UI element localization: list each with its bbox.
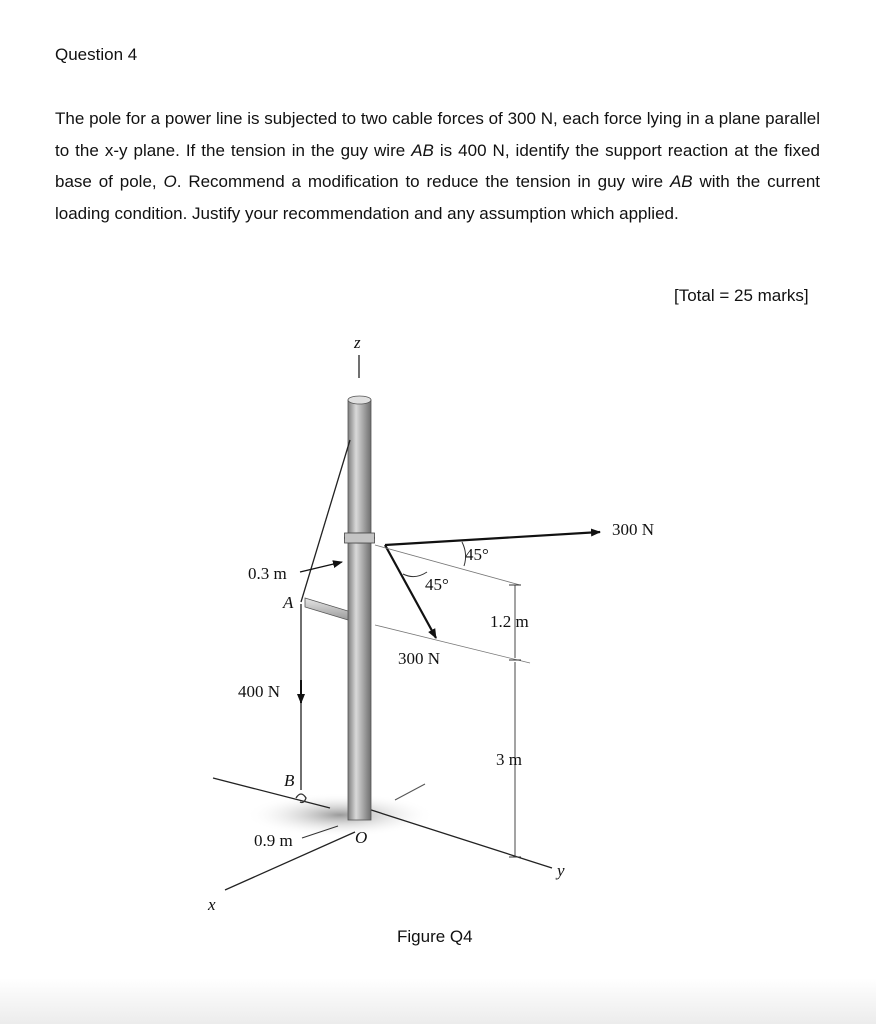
guy-wire-label-ab: AB — [411, 140, 434, 160]
label-dim-0-9: 0.9 m — [254, 831, 293, 850]
page-bottom-shade — [0, 978, 876, 1024]
guy-wire-label-ab-2: AB — [669, 172, 693, 191]
pole-top — [348, 396, 371, 404]
label-angle-top: 45° — [465, 545, 489, 564]
guy-wire-upper — [301, 440, 350, 602]
label-z: z — [354, 333, 361, 352]
label-dim-3: 3 m — [496, 750, 522, 769]
label-point-o: O — [355, 828, 368, 847]
force-right-line — [385, 532, 600, 545]
label-force-down: 300 N — [398, 649, 441, 668]
label-tension: 400 N — [238, 682, 281, 701]
label-angle-mid: 45° — [425, 575, 449, 594]
label-dim-1-2: 1.2 m — [490, 612, 529, 631]
question-text-part-2: is 400 N, identify the support reaction at the fixed base of pole, — [55, 140, 820, 191]
question-text-part-3: . Recommend a modification to reduce the tension in guy wire — [176, 172, 670, 191]
total-marks: [Total = 25 marks] — [674, 286, 809, 305]
cross-arm — [305, 598, 348, 620]
question-text-part-1: The pole for a power line is subjected to two cable forces of 300 N, each force lying in a plane parallel to the x-y plane. If the tension in the guy wire — [55, 109, 820, 160]
label-x: x — [208, 895, 216, 914]
label-y: y — [557, 861, 565, 880]
y-axis-line — [365, 808, 552, 868]
question-title: Question 4 — [55, 45, 138, 64]
label-force-right: 300 N — [612, 520, 655, 539]
label-dim-0-3: 0.3 m — [248, 564, 287, 583]
label-point-a: A — [283, 593, 294, 612]
pole-collar-band — [345, 533, 375, 543]
label-point-b: B — [284, 771, 295, 790]
figure-caption: Figure Q4 — [397, 927, 473, 946]
question-text-part-4: with the current loading condition. Justify your recommendation and any assumption which applied. — [55, 172, 820, 223]
angle-arc-mid — [403, 572, 427, 577]
dim-0-3-leader — [300, 562, 342, 572]
pole — [348, 400, 371, 820]
base-label-o: O — [163, 172, 177, 191]
ground-line-right — [395, 784, 425, 800]
